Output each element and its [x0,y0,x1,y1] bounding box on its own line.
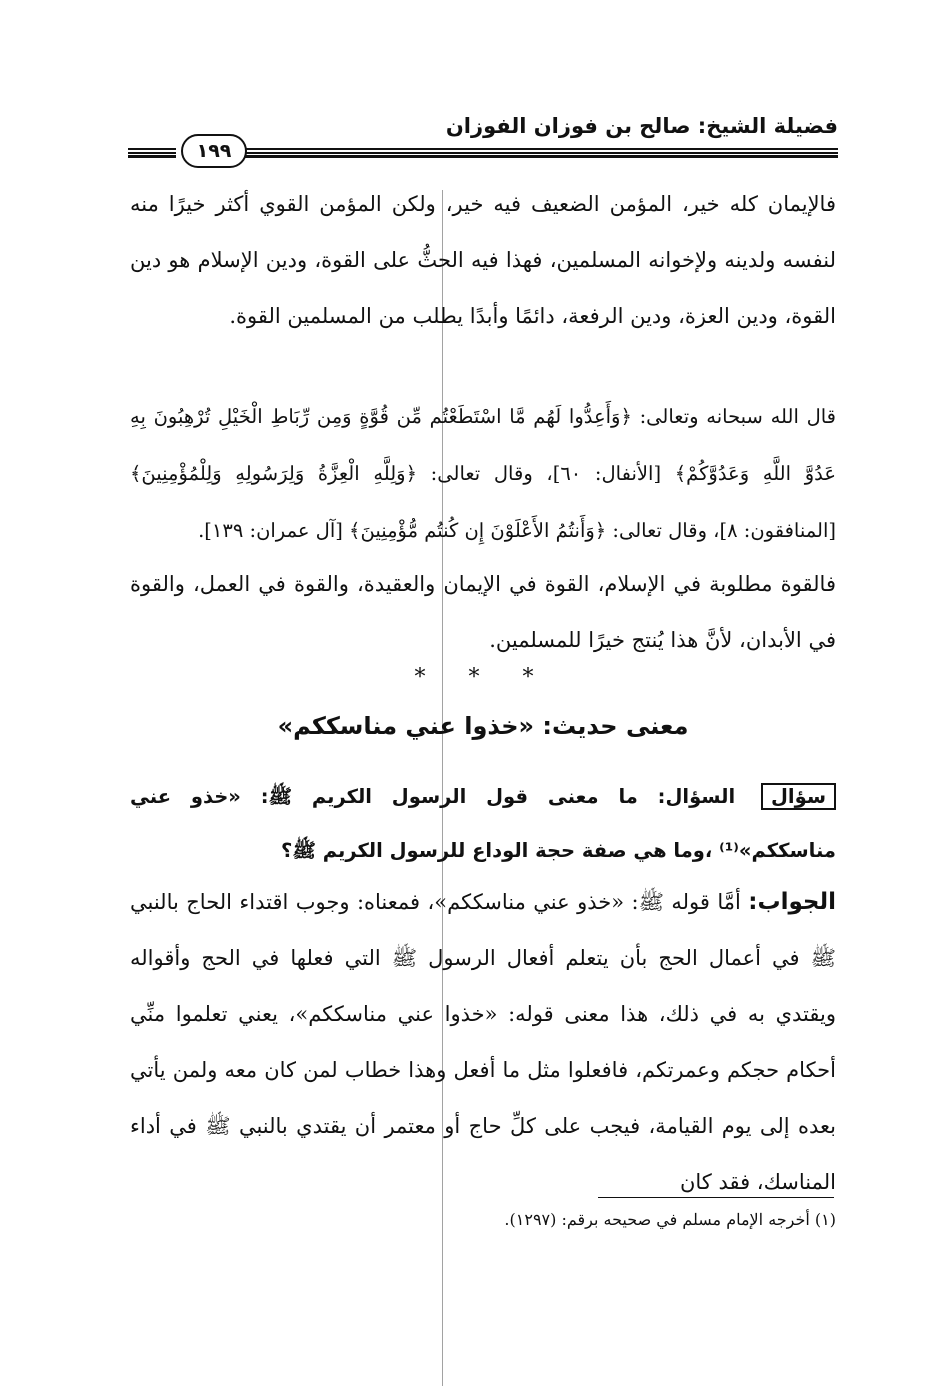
paragraph-1: فالإيمان كله خير، المؤمن الضعيف فيه خير، ولكن المؤمن القوي أكثر خيرًا منه لنفسه ولدينه ولإخوانه المسلمين، فهذا فيه الحثُّ على القوة، ودين الإسلام هو دين القوة، ودين العزة، ودين الرفعة، دائمًا وأبدًا يطلب من المسلمين القوة. [130,192,836,328]
answer-paragraph [130,874,836,1210]
header-title: فضيلة الشيخ: صالح بن فوزان الفوزان [445,114,838,138]
header-rule-thick [243,155,838,158]
question-text: السؤال: ما معنى قول الرسول الكريم ﷺ: «خذو عني مناسككم»⁽¹⁾ ،وما هي صفة حجة الوداع للرسول الكريم ﷺ؟ [130,785,836,862]
question-block [130,770,836,878]
header-rule-left-thick [128,155,176,158]
answer-block [130,874,836,1210]
footnote: (١) أخرجه الإمام مسلم في صحيحه برقم: (١٢٩٧). [504,1210,836,1229]
paragraph-1-block [130,176,836,344]
section-title: معنى حديث: «خذوا عني مناسككم» [277,712,689,740]
paragraph-2-block [130,388,836,559]
paragraph-3: فالقوة مطلوبة في الإسلام، القوة في الإيمان والعقيدة، والقوة في العمل، والقوة في الأبدان، لأنَّ هذا يُنتج خيرًا للمسلمين. [130,572,836,652]
answer-label: الجواب: [748,889,836,915]
page-number: ١٩٩ [181,134,247,168]
section-separator: * * * [414,665,552,690]
answer-text: أمَّا قوله ﷺ: «خذو عني مناسككم»، فمعناه: وجوب اقتداء الحاج بالنبي ﷺ في أعمال الحج بأن يتعلم أفعال الرسول ﷺ التي فعلها في الحج وأقواله ويقتدي به في ذلك، هذا معنى قوله: «خذوا عني مناسككم»، يعني تعلموا منِّي أحكام حجكم وعمرتكم، فافعلوا مثل ما أفعل وهذا خطاب لمن كان معه ولمن يأتي بعده إلى يوم القيامة، فيجب على كلِّ حاج أو معتمر أن يقتدي بالنبي ﷺ في أداء المناسك، فقد كان [130,890,836,1194]
question-label-box: سؤال [761,783,836,810]
paragraph-3-block [130,556,836,668]
header-rule [243,148,838,154]
header-rule-left [128,148,176,154]
footnote-rule [598,1197,834,1198]
paragraph-2-verses: قال الله سبحانه وتعالى: ﴿وَأَعِدُّوا لَهُم مَّا اسْتَطَعْتُم مِّن قُوَّةٍ وَمِن رِّبَاطِ الْخَيْلِ تُرْهِبُونَ بِهِ عَدُوَّ اللَّهِ وَعَدُوَّكُمْ﴾ [الأنفال: ٦٠]، وقال تعالى: ﴿وَلِلَّهِ الْعِزَّةُ وَلِرَسُولِهِ وَلِلْمُؤْمِنِينَ﴾ [المنافقون: ٨]، وقال تعالى: ﴿وَأَنتُمُ الأَعْلَوْنَ إِن كُنتُم مُّؤْمِنِينَ﴾ [آل عمران: ١٣٩]. [130,405,836,542]
running-header [128,110,838,166]
